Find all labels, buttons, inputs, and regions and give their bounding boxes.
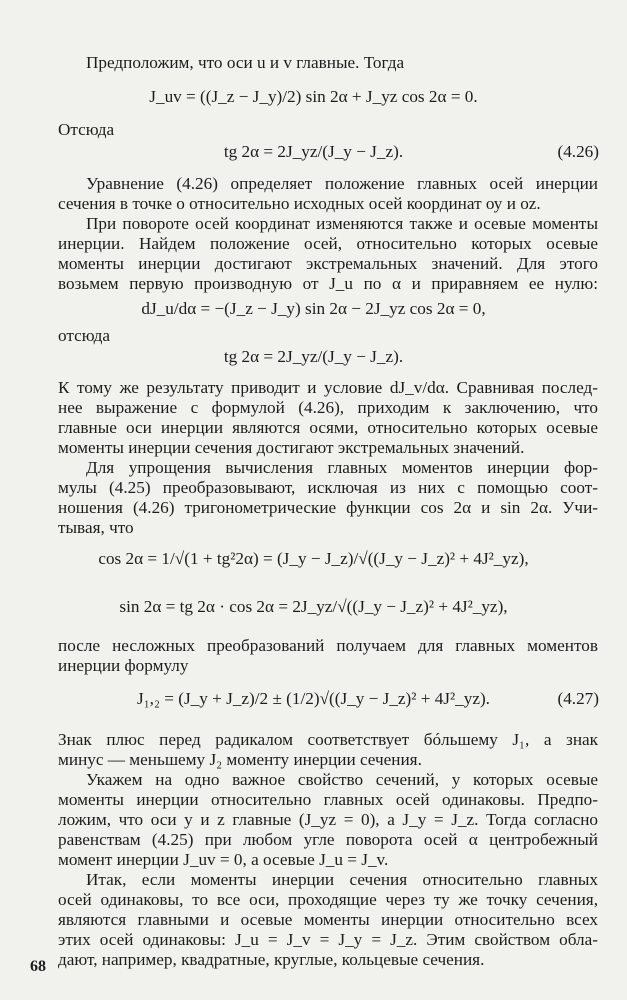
text-line: после несложных преобразований получаем для главных моментов <box>58 636 598 655</box>
text-line: Уравнение (4.26) определяет положение главных осей инерции <box>86 174 598 193</box>
text-line: нее выражение с формулой (4.26), приходим к заключению, что <box>58 398 598 417</box>
text-line: главные оси инерции являются осями, относительно которых осевые <box>58 418 598 437</box>
page-number: 68 <box>30 958 46 975</box>
text-line: инерции формулу <box>58 656 189 675</box>
equation-cos2a: cos 2α = 1/√(1 + tg²2α) = (J_y − J_z)/√((J_y − J_z)² + 4J²_yz), <box>98 549 529 568</box>
equation-4-26: tg 2α = 2J_yz/(J_y − J_z). <box>223 142 404 161</box>
text-line: равенствам (4.25) при любом угле поворота осей α центробежный <box>58 830 598 849</box>
text-line: этих осей одинаковы: J_u = J_v = J_y = J_z. Этим свойством обла- <box>58 930 598 949</box>
text-line: являются главными и осевые моменты инерции относительно всех <box>58 910 598 929</box>
text-line: минус — меньшему J₂ моменту инерции сечения. <box>58 750 422 769</box>
text-line: осей одинаковы, то все оси, проходящие через ту же точку сечения, <box>58 890 598 909</box>
text-line: отсюда <box>58 326 111 345</box>
text-line: К тому же результату приводит и условие dJ_v/dα. Сравнивая послед- <box>58 378 598 397</box>
text-line: мулы (4.25) преобразовывают, исключая из них с помощью соот- <box>58 478 598 497</box>
text-line: Предположим, что оси u и v главные. Тогда <box>86 53 405 72</box>
text-line: инерции. Найдем положение осей, относительно которых осевые <box>58 234 598 253</box>
equation-juv: J_uv = ((J_z − J_y)/2) sin 2α + J_yz cos 2α = 0. <box>149 87 478 106</box>
text-line: При повороте осей координат изменяются также и осевые моменты <box>86 214 598 233</box>
text-line: ложим, что оси y и z главные (J_yz = 0), а J_y = J_z. Тогда согласно <box>58 810 598 829</box>
text-line: момент инерции J_uv = 0, а осевые J_u = J_v. <box>58 850 389 869</box>
text-line: Отсюда <box>58 120 115 139</box>
equation-sin2a: sin 2α = tg 2α · cos 2α = 2J_yz/√((J_y − J_z)² + 4J²_yz), <box>119 597 508 616</box>
text-line: дают, например, квадратные, круглые, кольцевые сечения. <box>58 950 485 969</box>
text-line: Для упрощения вычисления главных моментов инерции фор- <box>86 458 598 477</box>
text-line: моменты инерции относительно главных осей одинаковы. Предпо- <box>58 790 598 809</box>
equation-tg2a: tg 2α = 2J_yz/(J_y − J_z). <box>223 347 404 366</box>
text-line: моменты инерции достигают экстремальных значений. Для этого <box>58 254 598 273</box>
equation-derivative: dJ_u/dα = −(J_z − J_y) sin 2α − 2J_yz cos 2α = 0, <box>141 299 486 318</box>
equation-number-4-26: (4.26) <box>557 142 599 161</box>
equation-number-4-27: (4.27) <box>557 689 599 708</box>
text-line: Знак плюс перед радикалом соответствует бóльшему J₁, а знак <box>58 730 598 749</box>
equation-4-27: J₁,₂ = (J_y + J_z)/2 ± (1/2)√((J_y − J_z)² + 4J²_yz). <box>137 689 490 708</box>
text-line: сечения в точке о относительно исходных осей координат оу и oz. <box>58 194 541 213</box>
text-line: моменты инерции сечения достигают экстремальных значений. <box>58 438 525 457</box>
text-line: возьмем первую производную от J_u по α и приравняем ее нулю: <box>58 274 598 293</box>
text-line: Укажем на одно важное свойство сечений, у которых осевые <box>86 770 598 789</box>
text-line: ношения (4.26) тригонометрические функции cos 2α и sin 2α. Учи- <box>58 498 598 517</box>
text-line: тывая, что <box>58 518 134 537</box>
text-line: Итак, если моменты инерции сечения относительно главных <box>86 870 598 889</box>
